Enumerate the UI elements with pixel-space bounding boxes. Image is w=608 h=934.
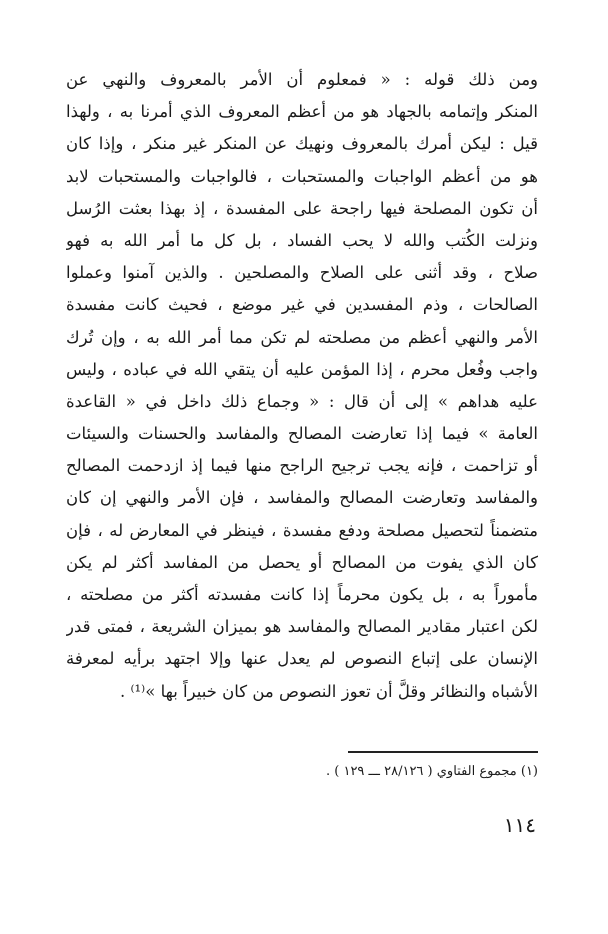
text-line: الصالحات ، وذم المفسدين في غير موضع ، فحيث كانت مفسدة xyxy=(66,295,538,315)
text-line: المنكر وإتمامه بالجهاد هو من أعظم المعروف الذي أمرنا به ، ولهذا xyxy=(66,102,538,122)
text-line: ومن ذلك قوله : « فمعلوم أن الأمر بالمعروف والنهي عن xyxy=(66,70,538,89)
text-line: العامة » فيما إذا تعارضت المصالح والمفاسد والحسنات والسيئات xyxy=(66,424,538,444)
footnote-divider xyxy=(348,751,538,753)
page-number: ١١٤ xyxy=(503,813,536,837)
text-line: الإنسان على إتباع النصوص لم يعدل عنها وإلا اجتهد برأيه لمعرفة xyxy=(66,649,538,669)
text-line: قيل : ليكن أمرك بالمعروف ونهيك عن المنكر غير منكر ، وإذا كان xyxy=(66,134,538,154)
text-line: كان الذي يفوت من المصالح أو يحصل من المفاسد أكثر لم يكن xyxy=(66,552,538,572)
text-line: أو تزاحمت ، فإنه يجب ترجيح الراجح منها فيما إذ ازدحمت المصالح xyxy=(66,456,538,476)
text-line: هو من أعظم الواجبات والمستحبات ، فالواجبات والمستحبات لابد xyxy=(66,166,538,186)
text-line: مأموراً به ، بل يكون محرماً إذا كانت مفسدته أكثر من مصلحته ، xyxy=(66,585,538,604)
footnote: (١) مجموع الفتاوي ( ٢٨/١٢٦ ـــ ١٢٩ ) . xyxy=(326,764,538,779)
text-line: الأشباه والنظائر وقلَّ أن تعوز النصوص من كان خبيراً بها »⁽¹⁾ . xyxy=(120,681,538,701)
text-line: واجب وفُعل محرم ، إذا المؤمن عليه أن يتقي الله في عباده ، وليس xyxy=(66,359,538,379)
text-line: متضمناً لتحصيل مصلحة ودفع مفسدة ، فينظر في المعارض له ، فإن xyxy=(66,520,538,540)
text-line: ونزلت الكُتب والله لا يحب الفساد ، بل كل ما أمر الله به فهو xyxy=(66,230,538,250)
text-line: أن تكون المصلحة فيها راجحة على المفسدة ، إذ بهذا بعثت الرُسل xyxy=(66,198,538,218)
text-line: لكن اعتبار مقادير المصالح والمفاسد هو بميزان الشريعة ، فمتى قدر xyxy=(66,617,538,637)
main-text xyxy=(66,64,538,708)
text-line: عليه هداهم » إلى أن قال : « وجماع ذلك داخل في « القاعدة xyxy=(66,391,538,411)
text-line: الأمر والنهي أعظم من مصلحته لم تكن مما أمر الله به ، وإن تُرك xyxy=(66,327,538,347)
text-line: والمفاسد وتعارضت المصالح والمفاسد ، فإن الأمر والنهي إن كان xyxy=(66,488,538,508)
text-line: صلاح ، وقد أثنى على الصلاح والمصلحين . والذين آمنوا وعملوا xyxy=(66,263,538,283)
